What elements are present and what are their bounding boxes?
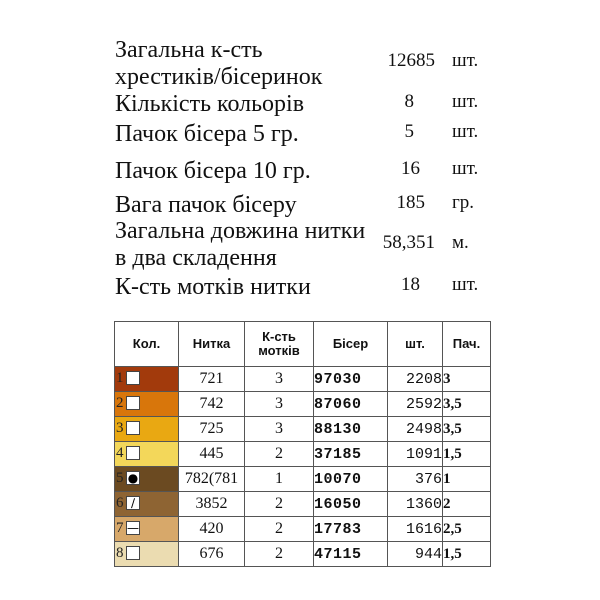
color-swatch [115,467,179,492]
table-row [115,417,491,442]
table-row [115,367,491,392]
table-row [115,392,491,417]
skein-count: 3 [245,392,314,417]
table-row [115,542,491,567]
floss-number: 742 [179,392,245,417]
symbol-box-icon: ● [127,471,139,485]
pack-count: 1,5 [443,442,491,467]
bead-code: 97030 [314,367,388,392]
floss-number: 3852 [179,492,245,517]
bead-code: 87060 [314,392,388,417]
summary-value-total: 12685 [387,50,435,71]
symbol-box-icon [126,546,140,560]
summary-label-line: хрестиків/бісеринок [115,64,323,90]
floss-number: 420 [179,517,245,542]
summary-value-packs5: 5 [404,121,414,142]
skein-count: 2 [245,517,314,542]
bead-quantity: 1616 [388,517,443,542]
header-qty: шт. [388,322,443,367]
pack-count: 2,5 [443,517,491,542]
table-row [115,517,491,542]
symbol-box-icon: — [127,521,139,535]
skein-count: 2 [245,542,314,567]
color-number: 5 [116,470,124,486]
table-row [115,442,491,467]
header-packs: Пач. [443,322,491,367]
summary-label-packs5: Пачок бісера 5 гр. [115,121,299,147]
summary-label-line: Загальна к-сть [115,37,263,63]
header-color: Кол. [115,322,179,367]
summary-unit-colors: шт. [452,91,479,112]
color-swatch [115,392,179,417]
summary-label-total [115,37,322,91]
summary-unit-weight: гр. [452,192,475,213]
color-number: 6 [116,495,124,511]
header-floss: Нитка [179,322,245,367]
header-bead: Бісер [314,322,388,367]
floss-number: 725 [179,417,245,442]
summary-label-length [115,218,365,272]
color-number: 7 [116,520,124,536]
symbol-box-icon [126,446,140,460]
pack-count: 3 [443,367,491,392]
color-legend-table [114,321,491,567]
symbol-box-icon [126,371,140,385]
summary-value-packs10: 16 [401,158,420,179]
color-number: 1 [116,370,124,386]
summary-label-colors: Кількість кольорів [115,91,305,117]
table-row [115,467,491,492]
summary-label-packs10: Пачок бісера 10 гр. [115,158,311,184]
bead-quantity: 2592 [388,392,443,417]
skein-count: 2 [245,492,314,517]
summary-unit-packs10: шт. [452,158,479,179]
skein-count: 3 [245,417,314,442]
bead-quantity: 2498 [388,417,443,442]
summary-label-weight: Вага пачок бісеру [115,192,297,218]
floss-number: 721 [179,367,245,392]
skein-count: 1 [245,467,314,492]
color-swatch [115,417,179,442]
summary-label-line: в два складення [115,245,277,271]
skein-count: 2 [245,442,314,467]
summary-unit-skeins: шт. [452,274,479,295]
color-swatch [115,517,179,542]
bead-code: 37185 [314,442,388,467]
symbol-box-icon: ∕ [126,496,140,510]
bead-quantity: 1091 [388,442,443,467]
pack-count: 1 [443,467,491,492]
bead-quantity: 376 [388,467,443,492]
floss-number: 676 [179,542,245,567]
floss-number: 782(781 [179,467,245,492]
symbol-box-icon [126,421,140,435]
color-swatch [115,442,179,467]
summary-label-line: Загальна довжина нитки [115,218,366,244]
summary-value-skeins: 18 [401,274,420,295]
bead-quantity: 1360 [388,492,443,517]
summary-unit-length: м. [452,232,469,253]
floss-number: 445 [179,442,245,467]
pack-count: 1,5 [443,542,491,567]
bead-quantity: 2208 [388,367,443,392]
symbol-box-icon [126,396,140,410]
bead-code: 47115 [314,542,388,567]
color-number: 3 [116,420,124,436]
color-number: 2 [116,395,124,411]
summary-value-weight: 185 [396,192,425,213]
table-header-row [115,322,491,367]
bead-code: 88130 [314,417,388,442]
table-row [115,492,491,517]
color-swatch [115,367,179,392]
pack-count: 2 [443,492,491,517]
color-swatch [115,542,179,567]
summary-label-skeins: К-сть мотків нитки [115,274,311,300]
color-swatch [115,492,179,517]
pack-count: 3,5 [443,417,491,442]
summary-unit-packs5: шт. [452,121,479,142]
color-number: 4 [116,445,124,461]
summary-unit-total: шт. [452,50,479,71]
summary-value-length: 58,351 [382,232,435,253]
pack-count: 3,5 [443,392,491,417]
header-skeins: К-сть мотків [245,322,314,367]
bead-code: 16050 [314,492,388,517]
bead-code: 17783 [314,517,388,542]
summary-value-colors: 8 [404,91,414,112]
skein-count: 3 [245,367,314,392]
bead-quantity: 944 [388,542,443,567]
color-number: 8 [116,545,124,561]
bead-code: 10070 [314,467,388,492]
